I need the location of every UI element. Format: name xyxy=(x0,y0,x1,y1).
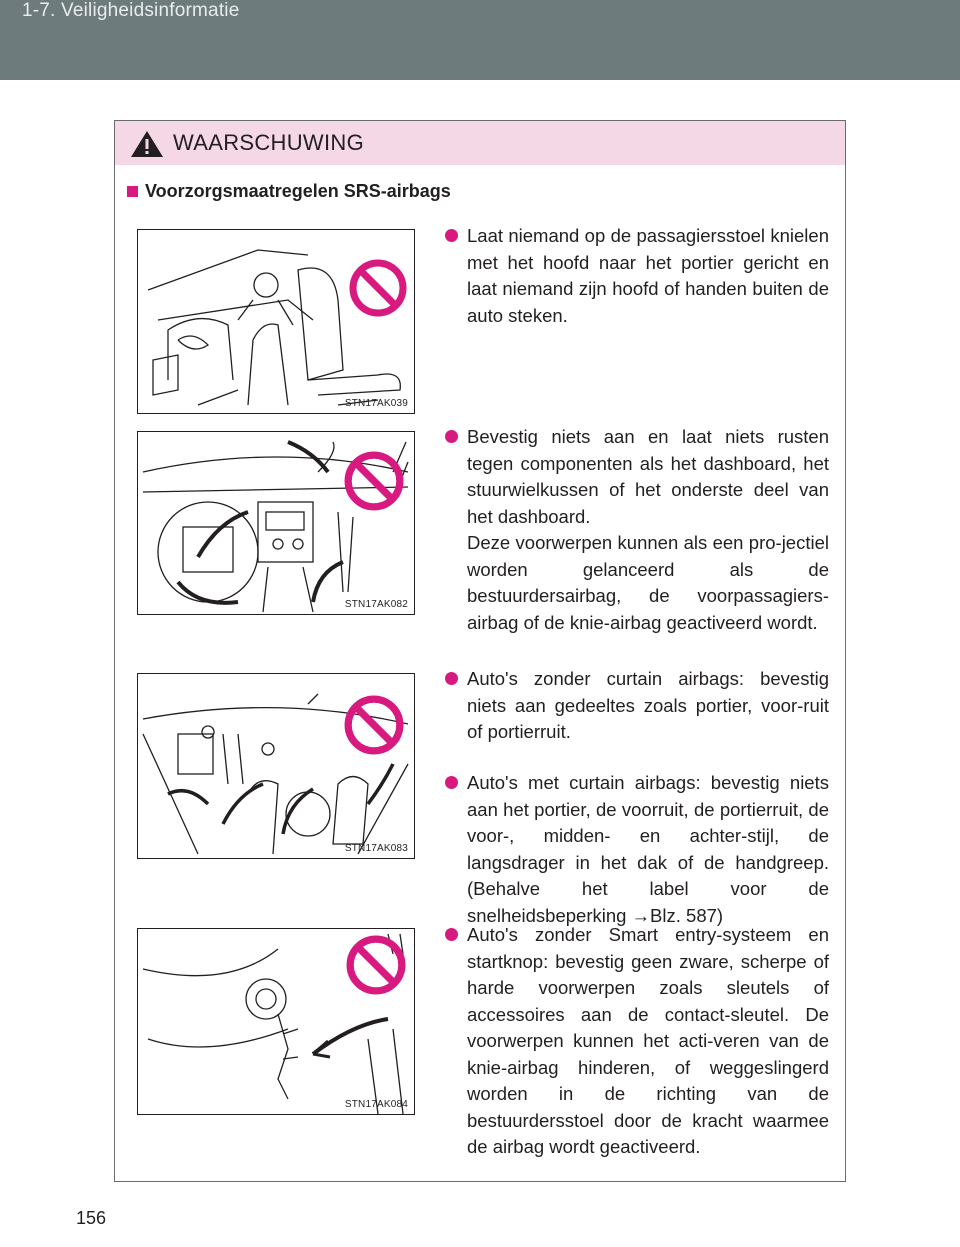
illustration-code: STN17AK083 xyxy=(344,843,408,854)
warning-triangle-icon xyxy=(129,129,165,159)
prohibition-icon xyxy=(345,934,407,996)
bullet-item xyxy=(445,922,829,1161)
square-bullet-icon xyxy=(127,186,138,197)
bullet-dot-icon xyxy=(445,430,458,443)
bullet-dot-icon xyxy=(445,672,458,685)
illustration-code: STN17AK082 xyxy=(344,599,408,610)
page-number: 156 xyxy=(76,1208,107,1228)
bullet-item xyxy=(445,770,829,929)
illustration-code: STN17AK039 xyxy=(344,398,408,409)
bullet-item xyxy=(445,424,829,636)
warning-title: WAARSCHUWING xyxy=(173,130,364,155)
bullet-text: Laat niemand op de passagiersstoel knielen met het hoofd naar het portier gericht en laat niemand zijn hoofd of handen buiten de auto steken. xyxy=(467,225,829,326)
prohibition-icon xyxy=(348,258,408,318)
bullet-dot-icon xyxy=(445,928,458,941)
bullet-item xyxy=(445,223,829,329)
illustration-dashboard xyxy=(137,431,415,615)
warning-header xyxy=(115,121,845,165)
bullet-dot-icon xyxy=(445,229,458,242)
illustration-curtain xyxy=(137,673,415,859)
subheading-text: Voorzorgsmaatregelen SRS-airbags xyxy=(145,181,451,201)
prohibition-icon xyxy=(343,694,405,756)
bullet-dot-icon xyxy=(445,776,458,789)
bullet-text: Auto's zonder Smart entry-systeem en startknop: bevestig geen zware, scherpe of harde voorwerpen zoals sleutels of accessoires aan de contact-sleutel. De voorwerpen kunnen het acti-veren van de knie-airbag hinderen, of weggeslingerd worden in de richting van de bestuurdersstoel door de kracht waarmee de airbag wordt geactiveerd. xyxy=(467,924,829,1157)
bullet-text: Bevestig niets aan en laat niets rusten tegen componenten als het dashboard, het stuurwielkussen of het onderste deel van het dashboard. xyxy=(467,426,829,527)
bullet-text: Auto's met curtain airbags: bevestig niets aan het portier, de voorruit, de portierruit, de voor-, midden- en achter-stijl, de langsdrager in het dak of de handgreep. (Behalve het label voor de snelheidsbeperking →Blz. 587) xyxy=(467,772,829,926)
subheading xyxy=(127,181,451,202)
illustration-code: STN17AK084 xyxy=(344,1099,408,1110)
bullet-text: Auto's zonder curtain airbags: bevestig niets aan gedeeltes zoals portier, voor-ruit of portierruit. xyxy=(467,668,829,742)
illustration-knee-seat xyxy=(137,229,415,414)
section-title: 1-7. Veiligheidsinformatie xyxy=(22,0,240,21)
bullet-item xyxy=(445,666,829,746)
warning-box xyxy=(114,120,846,1182)
header-bar xyxy=(0,0,960,80)
prohibition-icon xyxy=(343,450,405,512)
bullet-text: Deze voorwerpen kunnen als een pro-jectiel worden gelanceerd als de bestuurdersairbag, de voorpassagiers-airbag of de knie-airbag geactiveerd wordt. xyxy=(467,532,829,633)
illustration-key xyxy=(137,928,415,1115)
